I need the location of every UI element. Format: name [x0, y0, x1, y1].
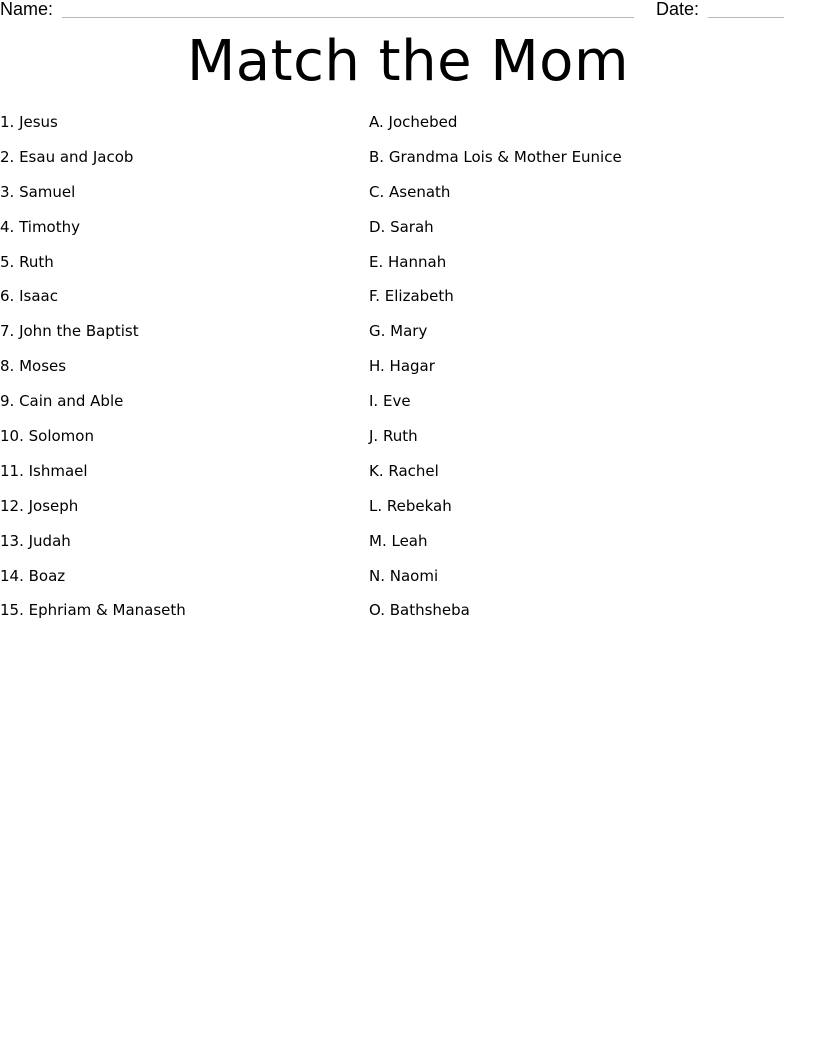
date-field[interactable]: [708, 17, 784, 18]
question-item: 4. Timothy: [0, 217, 81, 236]
question-item: 15. Ephriam & Manaseth: [0, 601, 186, 620]
answer-item: A. Jochebed: [369, 113, 458, 131]
worksheet-header: [0, 0, 816, 22]
question-item: 11. Ishmael: [0, 461, 88, 480]
question-item: 14. Boaz: [0, 566, 66, 585]
question-item: 1. Jesus: [0, 113, 58, 131]
question-item: 12. Joseph: [0, 496, 79, 515]
question-item: 13. Judah: [0, 531, 71, 550]
answer-item: C. Asenath: [369, 182, 451, 201]
answer-item: M. Leah: [369, 531, 428, 550]
answer-item: B. Grandma Lois & Mother Eunice: [369, 147, 622, 166]
answer-item: K. Rachel: [369, 461, 439, 480]
question-item: 5. Ruth: [0, 252, 54, 271]
answer-item: G. Mary: [369, 322, 428, 341]
answer-item: F. Elizabeth: [369, 287, 454, 306]
answers-column: [369, 112, 809, 635]
date-label: Date:: [656, 0, 700, 19]
name-field[interactable]: [62, 17, 634, 18]
answer-item: D. Sarah: [369, 217, 434, 236]
answer-item: N. Naomi: [369, 566, 439, 585]
question-item: 2. Esau and Jacob: [0, 147, 134, 166]
question-item: 7. John the Baptist: [0, 322, 139, 341]
answer-item: O. Bathsheba: [369, 601, 470, 620]
answer-item: J. Ruth: [369, 427, 418, 446]
question-item: 6. Isaac: [0, 287, 58, 306]
question-item: 10. Solomon: [0, 427, 94, 446]
answer-item: H. Hagar: [369, 357, 435, 376]
name-label: Name:: [0, 0, 54, 19]
questions-column: [0, 112, 360, 635]
answer-item: E. Hannah: [369, 252, 447, 271]
question-item: 9. Cain and Able: [0, 392, 124, 411]
answer-item: I. Eve: [369, 392, 411, 411]
question-item: 8. Moses: [0, 357, 67, 376]
answer-item: L. Rebekah: [369, 496, 452, 515]
page-title: Match the Mom: [186, 29, 629, 94]
question-item: 3. Samuel: [0, 182, 76, 201]
